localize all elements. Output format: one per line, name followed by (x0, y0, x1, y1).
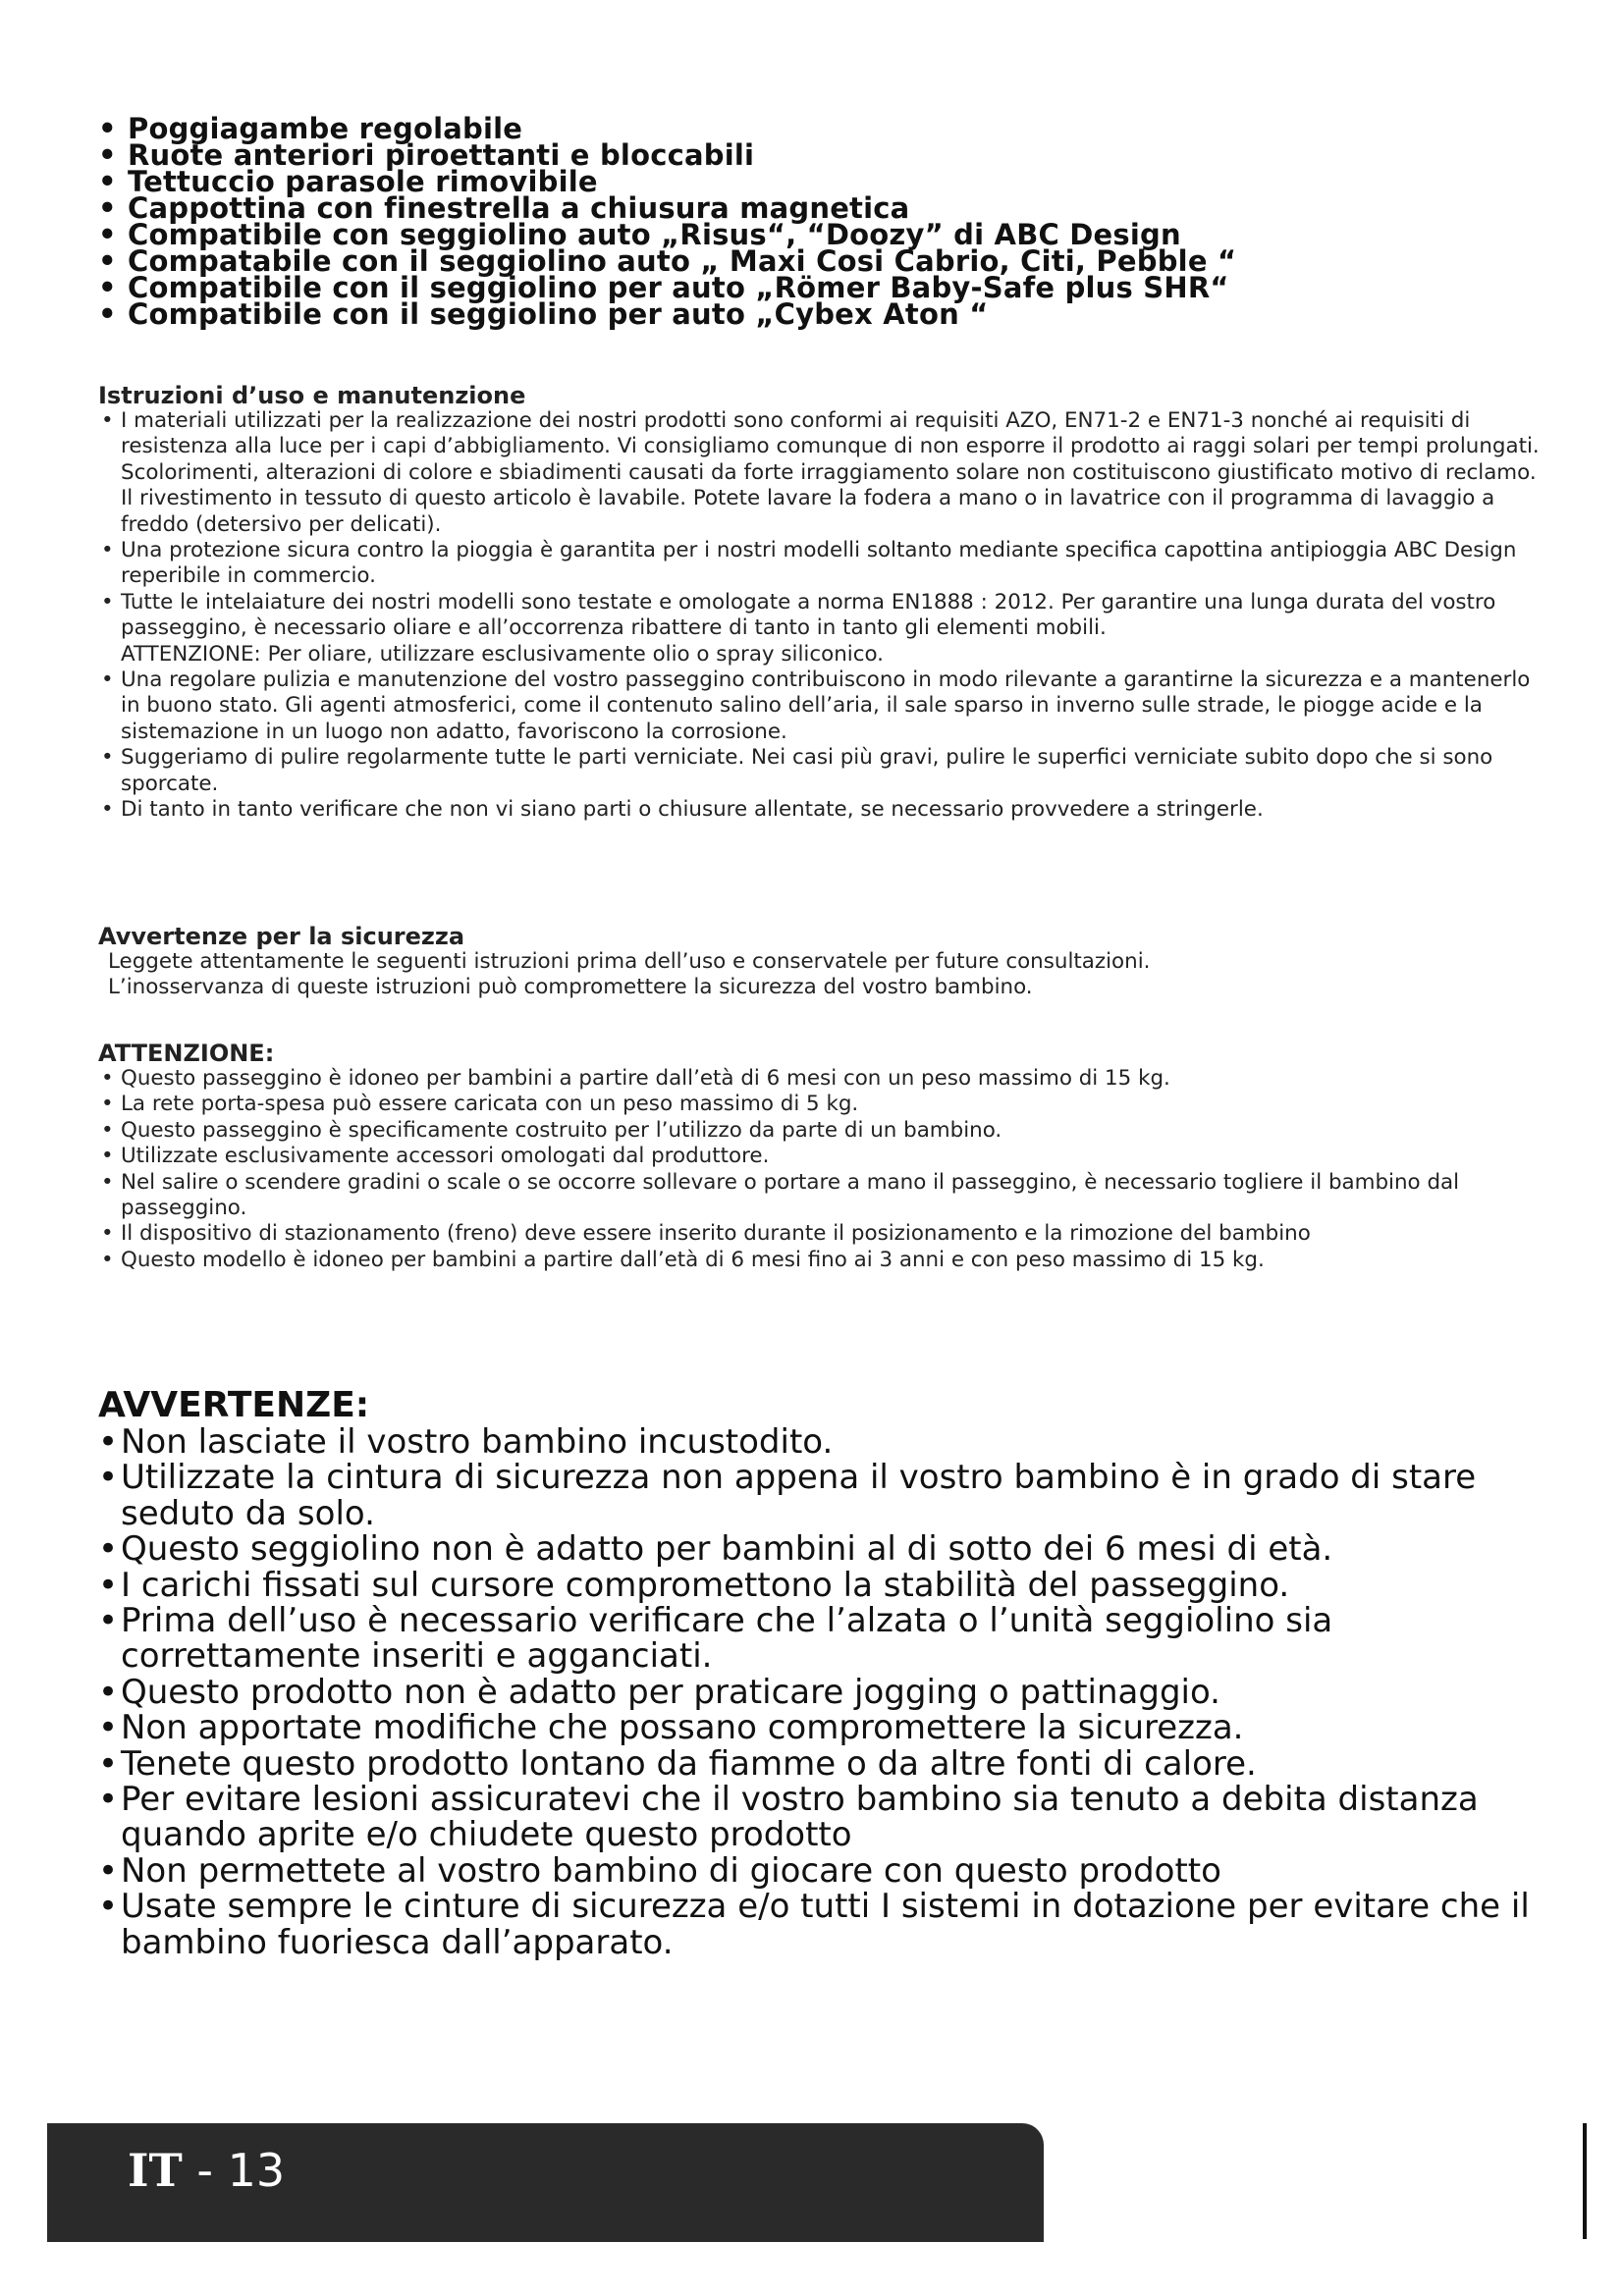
page-number-label (128, 2143, 285, 2198)
istruzioni-item: • I materiali utilizzati per la realizzazione dei nostri prodotti sono conformi ai requisiti AZO, EN71-2 e EN71-3 nonché ai requisiti di resistenza alla luce per i capi d’abbigliamento. Vi consigliamo comunque di non esporre il prodotto ai raggi solari per tempi prolungati. Scolorimenti, alterazioni di colore e sbiadimenti causati da forte irraggiamento solare non costituiscono giustificato motivo di reclamo. Il rivestimento in tessuto di questo articolo è lavabile. Potete lavare la fodera a mano o in lavatrice con il programma di lavaggio a freddo (detersivo per delicati). (98, 408, 1542, 538)
istruzioni-item: • Una regolare pulizia e manutenzione del vostro passeggino contribuiscono in modo rilevante a garantirne la sicurezza e a mantenerlo in buono stato. Gli agenti atmosferici, come il contenuto salino dell’aria, il sale sparso in inverno sulle strade, le piogge acide e la sistemazione in un luogo non adatto, favoriscono la corrosione. (98, 667, 1542, 745)
feature-item: • Tettuccio parasole rimovibile (98, 169, 1375, 195)
istruzioni-item: • Tutte le intelaiature dei nostri modelli sono testate e omologate a norma EN1888 : 2012. Per garantire una lunga durata del vostro passeggino, è necessario oliare e all’occorrenza ribattere di tanto in tanto gli elementi mobili. (98, 590, 1542, 642)
avvertenze-item: • Tenete questo prodotto lontano da fiamme o da altre fonti di calore. (98, 1746, 1542, 1782)
avvertenze-item: • Prima dell’uso è necessario verificare che l’alzata o l’unità seggiolino sia correttamente inseriti e agganciati. (98, 1603, 1542, 1675)
feature-item: • Compatabile con il seggiolino auto „ Maxi Cosi Cabrio, Citi, Pebble “ (98, 248, 1375, 275)
avvertenze-list (98, 1424, 1542, 1960)
page-footer (47, 2123, 1044, 2242)
page-number: 13 (227, 2144, 286, 2197)
language-code: IT (128, 2144, 183, 2197)
attenzione-item: • Utilizzate esclusivamente accessori omologati dal produttore. (98, 1144, 1542, 1169)
attenzione-item: • Questo modello è idoneo per bambini a partire dall’età di 6 mesi fino ai 3 anni e con peso massimo di 15 kg. (98, 1248, 1542, 1273)
istruzioni-item: • Suggeriamo di pulire regolarmente tutte le parti verniciate. Nei casi più gravi, pulire le superfici verniciate subito dopo che si sono sporcate. (98, 745, 1542, 797)
feature-list (98, 112, 1375, 331)
avvertenze-item: • Non apportate modifiche che possano compromettere la sicurezza. (98, 1710, 1542, 1745)
avvertenze-section (98, 1387, 1542, 1960)
avvertenze-item: • Non lasciate il vostro bambino incustodito. (98, 1424, 1542, 1460)
istruzioni-section (98, 383, 1542, 824)
avvertenze-item: • Non permettete al vostro bambino di giocare con questo prodotto (98, 1853, 1542, 1889)
attenzione-item: • Questo passeggino è specificamente costruito per l’utilizzo da parte di un bambino. (98, 1118, 1542, 1144)
feature-item: • Compatibile con seggiolino auto „Risus“, “Doozy” di ABC Design (98, 222, 1375, 248)
avvertenze-item: • Questo prodotto non è adatto per praticare jogging o pattinaggio. (98, 1675, 1542, 1710)
feature-item: • Poggiagambe regolabile (98, 116, 1375, 142)
istruzioni-note: ATTENZIONE: Per oliare, utilizzare esclusivamente olio o spray siliconico. (121, 641, 884, 667)
feature-item: • Cappottina con finestrella a chiusura magnetica (98, 195, 1375, 222)
avvertenze-sicurezza-line: Leggete attentamente le seguenti istruzioni prima dell’uso e conservatele per future consultazioni. (108, 949, 1151, 974)
istruzioni-item: • Una protezione sicura contro la pioggia è garantita per i nostri modelli soltanto mediante specifica capottina antipioggia ABC Design reperibile in commercio. (98, 538, 1542, 590)
attenzione-item: • Nel salire o scendere gradini o scale o se occorre sollevare o portare a mano il passeggino, è necessario togliere il bambino dal passeggino. (98, 1170, 1542, 1222)
avvertenze-item: • Questo seggiolino non è adatto per bambini al di sotto dei 6 mesi di età. (98, 1531, 1542, 1567)
istruzioni-title: Istruzioni d’uso e manutenzione (98, 382, 526, 409)
feature-item: • Compatibile con il seggiolino per auto „Cybex Aton “ (98, 301, 1375, 328)
avvertenze-sicurezza-section (98, 924, 1542, 1001)
feature-item: • Ruote anteriori piroettanti e bloccabili (98, 142, 1375, 169)
feature-item: • Compatibile con il seggiolino per auto „Römer Baby-Safe plus SHR“ (98, 275, 1375, 301)
avvertenze-sicurezza-line: L’inosservanza di queste istruzioni può compromettere la sicurezza del vostro bambino. (108, 975, 1033, 1000)
attenzione-list (98, 1066, 1542, 1273)
istruzioni-item: • Di tanto in tanto verificare che non vi siano parti o chiusure allentate, se necessario provvedere a stringerle. (98, 797, 1542, 823)
avvertenze-item: • Per evitare lesioni assicuratevi che il vostro bambino sia tenuto a debita distanza quando aprite e/o chiudete questo prodotto (98, 1782, 1542, 1853)
page-separator: - (182, 2144, 228, 2197)
attenzione-item: • Il dispositivo di stazionamento (freno) deve essere inserito durante il posizionamento e la rimozione del bambino (98, 1221, 1542, 1247)
attenzione-title: ATTENZIONE: (98, 1040, 275, 1067)
avvertenze-title: AVVERTENZE: (98, 1385, 370, 1425)
margin-rule (1583, 2123, 1587, 2239)
avvertenze-item: • I carichi fissati sul cursore compromettono la stabilità del passeggino. (98, 1568, 1542, 1603)
avvertenze-item: • Utilizzate la cintura di sicurezza non appena il vostro bambino è in grado di stare seduto da solo. (98, 1460, 1542, 1531)
avvertenze-sicurezza-title: Avvertenze per la sicurezza (98, 923, 465, 950)
attenzione-section (98, 1041, 1542, 1273)
avvertenze-item: • Usate sempre le cinture di sicurezza e/o tutti I sistemi in dotazione per evitare che il bambino fuoriesca dall’apparato. (98, 1889, 1542, 1960)
attenzione-item: • La rete porta-spesa può essere caricata con un peso massimo di 5 kg. (98, 1092, 1542, 1117)
istruzioni-list (98, 408, 1542, 824)
attenzione-item: • Questo passeggino è idoneo per bambini a partire dall’età di 6 mesi con un peso massimo di 15 kg. (98, 1066, 1542, 1092)
